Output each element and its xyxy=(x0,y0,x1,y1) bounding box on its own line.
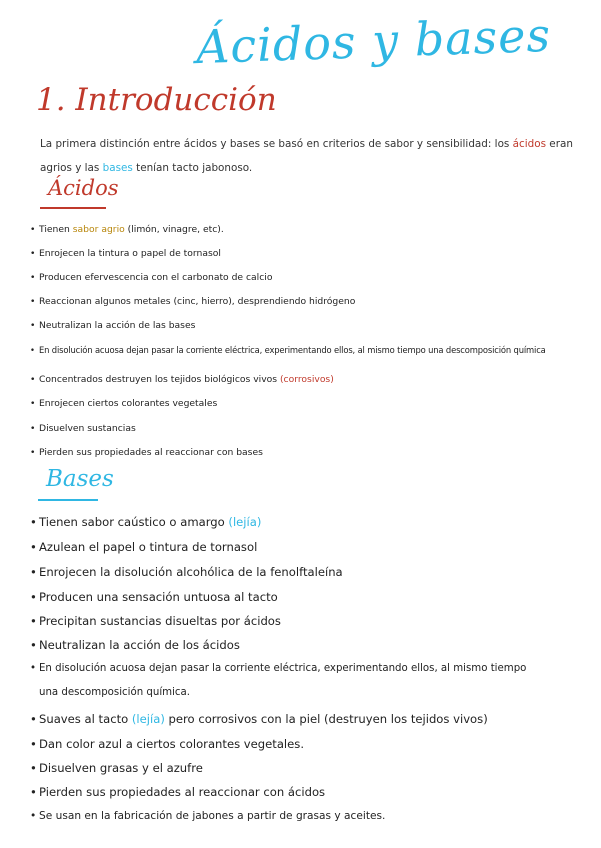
acid-item: • Reaccionan algunos metales (cinc, hierro), desprendiendo hidrógeno xyxy=(30,296,356,307)
base-item: • Enrojecen la disolución alcohólica de la fenolftaleína xyxy=(30,565,343,579)
base-item-continuation: una descomposición química. xyxy=(39,687,190,698)
intro-line2-prefix: agrios y las xyxy=(40,162,103,174)
intro-acid-highlight: ácidos xyxy=(512,138,546,150)
base-item: • Disuelven grasas y el azufre xyxy=(30,761,203,775)
highlight-text: (lejía) xyxy=(131,712,165,726)
acids-heading: Ácidos xyxy=(48,176,119,200)
highlight-text: sabor agrio xyxy=(72,224,125,235)
intro-bases-highlight: bases xyxy=(102,162,133,174)
base-item: • Precipitan sustancias disueltas por ácidos xyxy=(30,614,281,628)
base-item: • Neutralizan la acción de los ácidos xyxy=(30,638,240,652)
base-item: • Pierden sus propiedades al reaccionar con ácidos xyxy=(30,785,326,799)
intro-heading: 1. Introducción xyxy=(36,82,277,118)
acid-item: • Neutralizan la acción de las bases xyxy=(30,320,196,331)
intro-line1-prefix: La primera distinción entre ácidos y bases se basó en criterios de sabor y sensibilidad: los xyxy=(40,138,513,150)
base-item: • Suaves al tacto (lejía) pero corrosivos con la piel (destruyen los tejidos vivos) xyxy=(30,712,488,726)
intro-line2-suffix: tenían tacto jabonoso. xyxy=(132,162,253,174)
base-item: • Se usan en la fabricación de jabones a partir de grasas y aceites. xyxy=(30,810,386,822)
acid-item: • Concentrados destruyen los tejidos biológicos vivos (corrosivos) xyxy=(30,374,334,385)
acid-item: • Pierden sus propiedades al reaccionar con bases xyxy=(30,447,263,458)
bases-heading-underline xyxy=(38,499,98,501)
acids-heading-underline xyxy=(40,207,106,209)
base-item: • Producen una sensación untuosa al tacto xyxy=(30,590,278,604)
base-item: • Tienen sabor caústico o amargo (lejía) xyxy=(30,515,262,529)
highlight-text: (corrosivos) xyxy=(279,374,334,385)
acid-item: • Tienen sabor agrio (limón, vinagre, etc). xyxy=(30,224,224,235)
acid-item: • Disuelven sustancias xyxy=(30,423,136,434)
base-item: • Azulean el papel o tintura de tornasol xyxy=(30,540,258,554)
base-item: • Dan color azul a ciertos colorantes vegetales. xyxy=(30,737,305,751)
highlight-text: (lejía) xyxy=(228,515,262,529)
acid-item: • Producen efervescencia con el carbonato de calcio xyxy=(30,272,273,283)
acid-item: • Enrojecen ciertos colorantes vegetales xyxy=(30,398,218,409)
bases-heading: Bases xyxy=(46,466,114,492)
base-item: • En disolución acuosa dejan pasar la corriente eléctrica, experimentando ellos, al mismo tiempo xyxy=(30,663,527,674)
acid-item: • En disolución acuosa dejan pasar la corriente eléctrica, experimentando ellos, al mismo tiempo una descomposición química xyxy=(30,345,546,355)
page-title: Ácidos y bases xyxy=(195,7,552,75)
acid-item: • Enrojecen la tintura o papel de tornasol xyxy=(30,248,221,259)
intro-line1-suffix: eran xyxy=(546,138,573,150)
intro-paragraph-line-2 xyxy=(40,162,252,174)
intro-paragraph-line-1 xyxy=(40,138,573,150)
